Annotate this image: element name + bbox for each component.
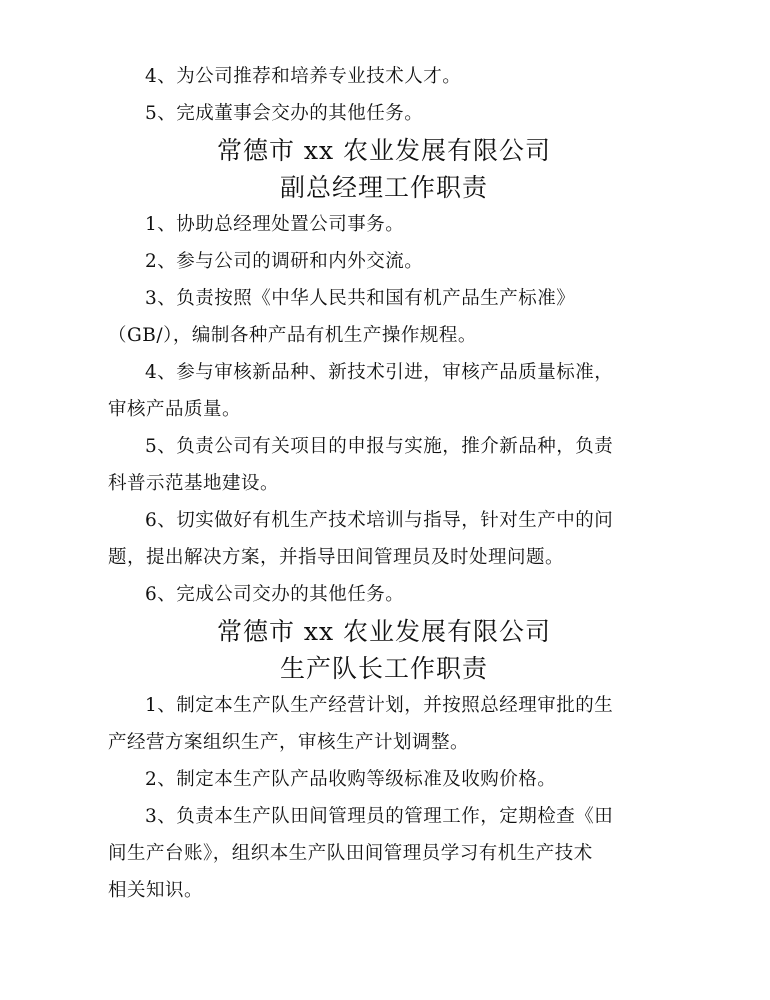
duty-item-continuation: 相关知识。 (108, 880, 204, 901)
duty-item-continuation: 题，提出解决方案，并指导田间管理员及时处理问题。 (108, 547, 565, 568)
duty-item: 6、切实做好有机生产技术培训与指导，针对生产中的问 (145, 510, 614, 531)
duty-item-continuation: 产经营方案组织生产，审核生产计划调整。 (108, 732, 470, 753)
duty-item: 1、协助总经理处置公司事务。 (145, 214, 405, 235)
duty-item: 5、负责公司有关项目的申报与实施，推介新品种，负责 (145, 436, 614, 457)
company-title: 常德市 xx 农业发展有限公司 (216, 617, 552, 646)
section-heading: 副总经理工作职责 (279, 173, 488, 202)
duty-item: 2、制定本生产队产品收购等级标准及收购价格。 (145, 769, 557, 790)
duty-item: 1、制定本生产队生产经营计划，并按照总经理审批的生 (145, 695, 614, 716)
section-heading: 生产队长工作职责 (279, 654, 488, 683)
document-page (108, 58, 660, 909)
intro-item: 4、为公司推荐和培养专业技术人才。 (145, 66, 462, 87)
duty-item: 4、参与审核新品种、新技术引进，审核产品质量标准， (145, 362, 614, 383)
duty-item: 6、完成公司交办的其他任务。 (145, 584, 405, 605)
duty-item: 3、负责本生产队田间管理员的管理工作，定期检查《田 (145, 806, 614, 827)
company-title: 常德市 xx 农业发展有限公司 (216, 136, 552, 165)
duty-item: 3、负责按照《中华人民共和国有机产品生产标准》 (145, 288, 576, 309)
duty-item-continuation: （GB/），编制各种产品有机生产操作规程。 (108, 325, 477, 346)
duty-item: 2、参与公司的调研和内外交流。 (145, 251, 424, 272)
duty-item-continuation: 间生产台账》，组织本生产队田间管理员学习有机生产技术 (108, 843, 593, 864)
duty-item-continuation: 科普示范基地建设。 (108, 473, 280, 494)
duty-item-continuation: 审核产品质量。 (108, 399, 242, 420)
intro-item: 5、完成董事会交办的其他任务。 (145, 103, 424, 124)
